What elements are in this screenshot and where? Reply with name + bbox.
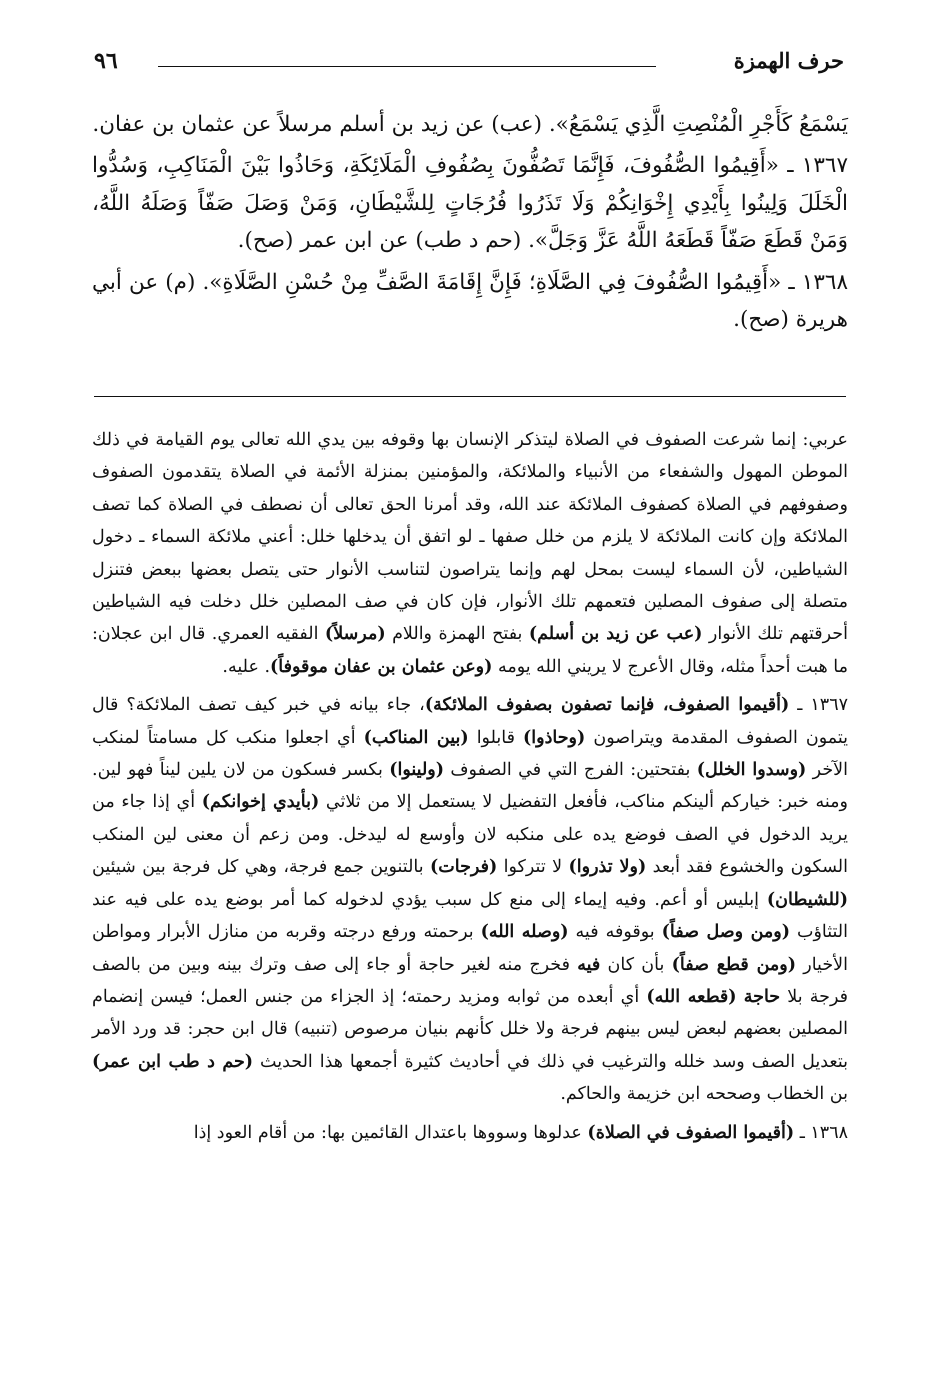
text-run: أي إذا جاء من يريد الدخول في الصف فوضع يده على منكبه لان وأوسع له ليدخل. ومن زعم أن معنى لين المنكب السكون والخشوع فقد أبعد: [92, 792, 848, 878]
bold-text-run: (بين المناكب): [363, 727, 469, 748]
text-run: بالتنوين جمع فرجة، وهي كل فرجة بين شيئين: [92, 857, 431, 878]
page-number: ٩٦: [94, 48, 118, 74]
text-run: برحمته ورفع درجته وقربه من منازل الأبرار ومواطن الأخيار: [92, 922, 848, 975]
bold-text-run: (مرسلاً): [324, 624, 386, 645]
footnote-separator: [94, 396, 846, 397]
bold-text-run: (عب عن زيد بن أسلم): [528, 624, 703, 645]
text-run: [737, 987, 744, 1007]
text-run: قال ابن حجر: قد ورد الأمر بتعديل الصف وسد خلله والترغيب في ذلك في أحاديث كثيرة أجمعها هذا الحديث: [92, 1019, 848, 1072]
bold-text-run: (وسدوا الخلل): [696, 760, 807, 781]
hadith-continuation: يَسْمَعُ كَأَجْرِ الْمُنْصِتِ الَّذِي يَسْمَعُ». (عب) عن زيد بن أسلم مرسلاً عن عثمان بن عفان.: [92, 112, 848, 137]
text-run: إبليس أو أعم. وفيه إيماء إلى منع كل سبب يؤدي لدخوله كما أمر بوضع يده على فيه عند التثاؤب: [92, 889, 849, 943]
text-run: فخرج منه لغير حاجة أو جاء إلى صف وترك بينه وبين من بالصف فرجة بلا: [92, 954, 848, 1007]
commentary-paragraph: [92, 1117, 848, 1149]
header-rule: [158, 66, 656, 67]
text-run: لا تتركوا: [497, 857, 569, 878]
text-run: بوقوفه فيه: [568, 922, 662, 943]
text-run: ١٣٦٨ ـ: [794, 1122, 848, 1143]
bold-text-run: (وحاذوا): [523, 727, 586, 748]
bold-text-run: (بأيدي إخوانكم): [201, 792, 320, 813]
bold-text-run: (للشيطان): [766, 889, 848, 910]
text-run: ١٣٦٧ ـ: [789, 695, 848, 716]
text-run: بأن كان: [600, 954, 672, 975]
text-run: أي اجعلوا منكب كل مسامتاً لمنكب الآخر: [92, 727, 848, 781]
text-run: (تنبيه): [294, 1019, 338, 1040]
bold-text-run: (ولا تذروا): [568, 857, 647, 878]
text-run: أي أبعده من ثوابه ومزيد رحمته؛ إذ الجزاء من جنس العمل؛ فيسن إنضمام المصلين بعضهم لبعض ليس بينهم فرجة ولا خلل كأنهم بنيان مرصوص: [92, 986, 848, 1040]
bold-text-run: (ولينوا): [389, 760, 445, 781]
commentary: [92, 424, 848, 1155]
bold-text-run: (وصله الله): [480, 922, 569, 943]
bold-text-run: (حم د طب ابن عمر): [92, 1051, 254, 1072]
text-run: بفتح الهمزة واللام: [385, 624, 529, 645]
text-run: . عليه.: [222, 656, 271, 677]
bold-text-run: (أقيموا الصفوف، فإنما تصفون بصفوف الملائكة): [424, 695, 790, 716]
hadith-1368: ١٣٦٨ ـ «أَقِيمُوا الصُّفُوفَ فِي الصَّلَاةِ؛ فَإِنَّ إِقَامَةَ الصَّفِّ مِنْ حُسْنِ الصَّلَاةِ». (م) عن أبي هريرة (صح).: [92, 269, 848, 333]
bold-text-run: (ومن قطع صفاً): [671, 954, 796, 975]
section-title: حرف الهمزة: [733, 48, 844, 73]
text-run: عربي: إنما شرعت الصفوف في الصلاة ليتذكر الإنسان بها وقوفه بين يدي الله تعالى يوم القيامة في ذلك الموطن المهول والشفعاء من الأنبياء والملائكة، والمؤمنين بمنزلة الأئمة في الصلاة يتقدمون الصفوف وصفوفهم في الصلاة كصفوف الملائكة عند الله، وقد أمرنا الحق تعالى أن نصطف في الصلاة كما تصف الملائكة وإن كانت الملائكة لا يلزم من خلل صفها ـ لو اتفق أن يدخلها خلل: أعني ملائكة السماء ـ دخول الشياطين، لأن السماء ليست بمحل لهم وإنما يتراصون لتناسب الأنوار حتى يتصل بعضها ببعض فتنزل متصلة إلى صفوف المصلين فتعمهم تلك الأنوار، فإن كان في صف المصلين خلل دخلت فيه الشياطين أحرقتهم تلك الأنوار: [92, 430, 848, 645]
text-run: الفقيه العمري. قال ابن عجلان: ما هبت أحداً مثله، وقال الأعرج لا يريني الله يومه: [92, 624, 848, 677]
bold-text-run: (ومن وصل صفاً): [661, 922, 790, 943]
bold-text-run: فيه: [577, 954, 601, 975]
bold-text-run: (وعن عثمان بن عفان موقوفاً): [270, 656, 493, 677]
text-run: عدلوها وسووها باعتدال القائمين بها: من أقام العود إذا: [193, 1122, 588, 1143]
running-header: [94, 48, 844, 78]
bold-text-run: (أقيموا الصفوف في الصلاة): [587, 1122, 795, 1143]
bold-text-run: حاجة: [743, 986, 781, 1007]
text-run: بفتحتين: الفرج التي في الصفوف: [444, 760, 697, 781]
bold-text-run: (فرجات): [430, 857, 498, 878]
text-run: قابلوا: [468, 727, 524, 748]
text-run: ، جاء بيانه في خبر كيف تصف الملائكة؟ قال يتمون الصفوف المقدمة ويتراصون: [92, 695, 849, 748]
commentary-paragraph: [92, 424, 848, 683]
hadith-text: [92, 106, 848, 342]
commentary-paragraph: [92, 689, 848, 1110]
text-run: بن الخطاب وصححه ابن خزيمة والحاكم.: [560, 1084, 848, 1105]
bold-text-run: (قطعه الله): [646, 986, 737, 1007]
text-run: بكسر فسكون من لان يلين ليناً فهو لين. ومنه خبر: خياركم ألينكم مناكب، فأفعل التفضيل لا يستعمل إلا من ثلاثي: [92, 760, 848, 813]
hadith-1367: ١٣٦٧ ـ «أَقِيمُوا الصُّفُوفَ، فَإِنَّمَا تَصُفُّونَ بِصُفُوفِ الْمَلَائِكَةِ، وَحَاذُوا بَيْنَ الْمَنَاكِبِ، وَسُدُّوا الْخَلَلَ وَلِينُوا بِأَيْدِي إِخْوَانِكُمْ وَلَا تَذَرُوا فُرُجَاتٍ لِلشَّيْطَانِ، وَمَنْ وَصَلَ صَفّاً وَصَلَهُ اللَّهُ، وَمَنْ قَطَعَ صَفّاً قَطَعَهُ اللَّهُ عَزَّ وَجَلَّ». (حم د طب) عن ابن عمر (صح).: [92, 153, 848, 254]
